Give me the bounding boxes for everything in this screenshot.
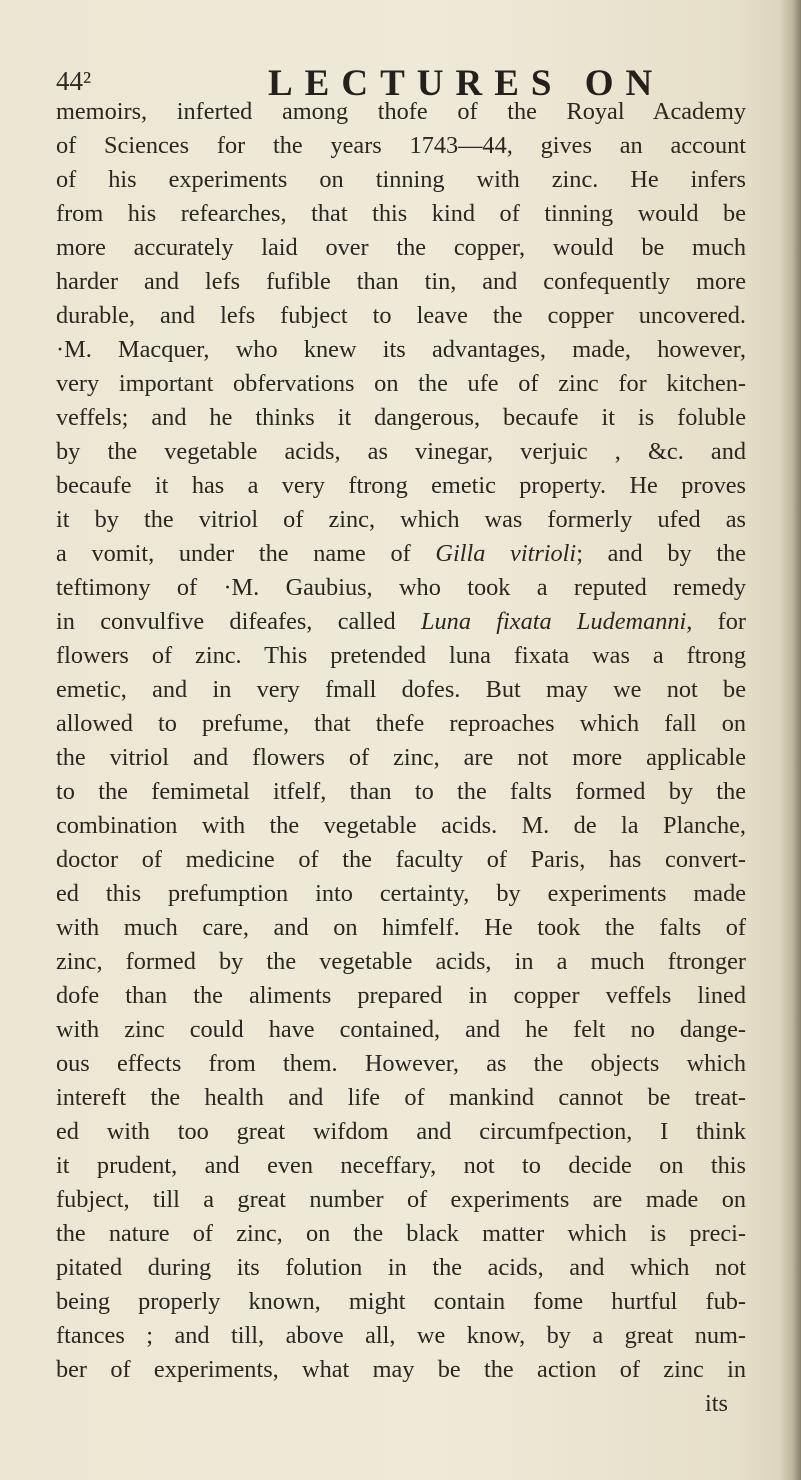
- text-line: in convulfive difeafes, called Luna fixata Ludemanni, for: [56, 608, 746, 635]
- page-edge-shadow: [779, 0, 801, 1480]
- text-line: zinc, formed by the vegetable acids, in a much ftronger: [56, 948, 746, 975]
- text-line: of his experiments on tinning with zinc. He infers: [56, 166, 746, 193]
- text-line: ed with too great wifdom and circumfpection, I think: [56, 1118, 746, 1145]
- text-line: to the femimetal itfelf, than to the falts formed by the: [56, 778, 746, 805]
- catchword: its: [705, 1390, 728, 1417]
- text-line: veffels; and he thinks it dangerous, becaufe it is foluble: [56, 404, 746, 431]
- text-line: of Sciences for the years 1743—44, gives an account: [56, 132, 746, 159]
- text-line: becaufe it has a very ftrong emetic property. He proves: [56, 472, 746, 499]
- text-line: durable, and lefs fubject to leave the copper uncovered.: [56, 302, 746, 329]
- text-line: being properly known, might contain fome hurtful fub-: [56, 1288, 746, 1315]
- italic-term: Luna fixata Ludemanni: [421, 608, 687, 635]
- text-line: flowers of zinc. This pretended luna fixata was a ftrong: [56, 642, 746, 669]
- text-line: very important obfervations on the ufe of zinc for kitchen-: [56, 370, 746, 397]
- text-line: the vitriol and flowers of zinc, are not more applicable: [56, 744, 746, 771]
- text-line: pitated during its folution in the acids, and which not: [56, 1254, 746, 1281]
- italic-term: Gilla vitrioli: [435, 540, 577, 567]
- text-line: by the vegetable acids, as vinegar, verjuic , &c. and: [56, 438, 746, 465]
- text-line: combination with the vegetable acids. M. de la Planche,: [56, 812, 746, 839]
- text-line: allowed to prefume, that thefe reproaches which fall on: [56, 710, 746, 737]
- text-line: from his refearches, that this kind of tinning would be: [56, 200, 746, 227]
- text-line: ed this prefumption into certainty, by experiments made: [56, 880, 746, 907]
- text-line: intereft the health and life of mankind cannot be treat-: [56, 1084, 746, 1111]
- text-line: it prudent, and even neceffary, not to decide on this: [56, 1152, 746, 1179]
- text-line: memoirs, inferted among thofe of the Royal Academy: [56, 98, 746, 125]
- text-line: with much care, and on himfelf. He took the falts of: [56, 914, 746, 941]
- text-line: harder and lefs fufible than tin, and confequently more: [56, 268, 746, 295]
- text-line: it by the vitriol of zinc, which was formerly ufed as: [56, 506, 746, 533]
- body-text: [56, 95, 746, 1421]
- text-line: the nature of zinc, on the black matter which is preci-: [56, 1220, 746, 1247]
- text-line: dofe than the aliments prepared in copper veffels lined: [56, 982, 746, 1009]
- text-line: a vomit, under the name of Gilla vitrioli; and by the: [56, 540, 746, 567]
- text-line: ber of experiments, what may be the action of zinc in: [56, 1356, 746, 1383]
- text-line: doctor of medicine of the faculty of Paris, has convert-: [56, 846, 746, 873]
- text-line: emetic, and in very fmall dofes. But may we not be: [56, 676, 746, 703]
- text-line: teftimony of ·M. Gaubius, who took a reputed remedy: [56, 574, 746, 601]
- page-number: 44²: [56, 66, 92, 96]
- text-line: fubject, till a great number of experiments are made on: [56, 1186, 746, 1213]
- text-line: more accurately laid over the copper, would be much: [56, 234, 746, 261]
- text-line: ·M. Macquer, who knew its advantages, made, however,: [56, 336, 746, 363]
- running-title: LECTURES ON: [268, 63, 665, 104]
- text-line: ftances ; and till, above all, we know, by a great num-: [56, 1322, 746, 1349]
- text-line: ous effects from them. However, as the objects which: [56, 1050, 746, 1077]
- text-line: with zinc could have contained, and he felt no dange-: [56, 1016, 746, 1043]
